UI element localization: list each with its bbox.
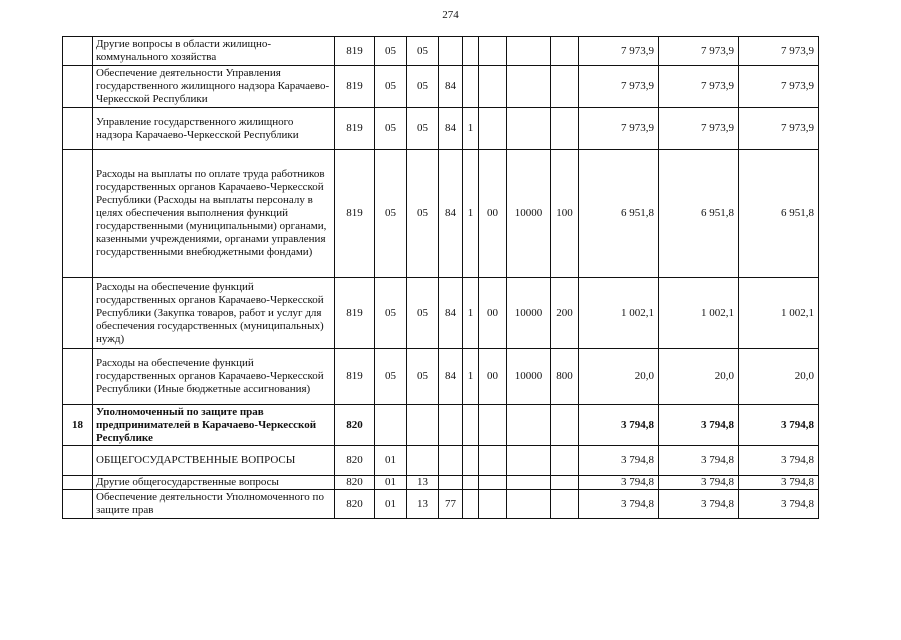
direction-code: [507, 66, 551, 108]
row-number: [63, 476, 93, 490]
event-code: [479, 476, 507, 490]
subsection-code: 05: [407, 66, 439, 108]
subprogram-code: [463, 476, 479, 490]
ministry-code: 819: [335, 150, 375, 278]
amount-year-1: 3 794,8: [579, 405, 659, 446]
subsection-code: 05: [407, 37, 439, 66]
row-number: [63, 37, 93, 66]
budget-item-name: Обеспечение деятельности Управления государственного жилищного надзора Карачаево-Черкесской Республики: [93, 66, 335, 108]
table-row: [63, 405, 819, 446]
ministry-code: 820: [335, 476, 375, 490]
event-code: 00: [479, 278, 507, 349]
table-row: [63, 37, 819, 66]
budget-item-name: ОБЩЕГОСУДАРСТВЕННЫЕ ВОПРОСЫ: [93, 446, 335, 476]
budget-item-name: Другие вопросы в области жилищно-коммунального хозяйства: [93, 37, 335, 66]
budget-table: [62, 36, 819, 519]
direction-code: [507, 405, 551, 446]
subsection-code: [407, 405, 439, 446]
program-code: 84: [439, 108, 463, 150]
budget-item-name: Управление государственного жилищного надзора Карачаево-Черкесской Республики: [93, 108, 335, 150]
event-code: [479, 37, 507, 66]
row-number: [63, 66, 93, 108]
amount-year-1: 7 973,9: [579, 66, 659, 108]
section-code: 05: [375, 278, 407, 349]
event-code: 00: [479, 349, 507, 405]
row-number: 18: [63, 405, 93, 446]
expense-type-code: [551, 66, 579, 108]
program-code: 77: [439, 490, 463, 519]
subprogram-code: 1: [463, 278, 479, 349]
program-code: [439, 405, 463, 446]
subsection-code: 05: [407, 349, 439, 405]
expense-type-code: 200: [551, 278, 579, 349]
direction-code: [507, 476, 551, 490]
amount-year-3: 7 973,9: [739, 37, 819, 66]
direction-code: [507, 490, 551, 519]
amount-year-3: 6 951,8: [739, 150, 819, 278]
subprogram-code: [463, 66, 479, 108]
ministry-code: 819: [335, 349, 375, 405]
expense-type-code: 100: [551, 150, 579, 278]
section-code: 01: [375, 446, 407, 476]
row-number: [63, 108, 93, 150]
amount-year-2: 7 973,9: [659, 37, 739, 66]
ministry-code: 819: [335, 278, 375, 349]
subprogram-code: 1: [463, 150, 479, 278]
expense-type-code: [551, 476, 579, 490]
section-code: 05: [375, 66, 407, 108]
table-row: [63, 108, 819, 150]
ministry-code: 819: [335, 108, 375, 150]
ministry-code: 819: [335, 37, 375, 66]
budget-item-name: Обеспечение деятельности Уполномоченного по защите прав: [93, 490, 335, 519]
direction-code: [507, 108, 551, 150]
subprogram-code: 1: [463, 108, 479, 150]
amount-year-1: 3 794,8: [579, 490, 659, 519]
amount-year-1: 7 973,9: [579, 108, 659, 150]
amount-year-3: 3 794,8: [739, 446, 819, 476]
event-code: [479, 405, 507, 446]
direction-code: 10000: [507, 278, 551, 349]
program-code: 84: [439, 66, 463, 108]
page-number: 274: [442, 9, 459, 21]
subprogram-code: [463, 446, 479, 476]
expense-type-code: [551, 490, 579, 519]
subsection-code: 13: [407, 490, 439, 519]
subsection-code: 05: [407, 108, 439, 150]
row-number: [63, 349, 93, 405]
budget-item-name: Другие общегосударственные вопросы: [93, 476, 335, 490]
program-code: 84: [439, 278, 463, 349]
event-code: [479, 490, 507, 519]
amount-year-2: 3 794,8: [659, 405, 739, 446]
program-code: 84: [439, 150, 463, 278]
amount-year-1: 20,0: [579, 349, 659, 405]
table-row: [63, 446, 819, 476]
row-number: [63, 446, 93, 476]
budget-item-name: Расходы на выплаты по оплате труда работников государственных органов Карачаево-Черкесской Республики (Расходы на выплаты персоналу в целях обеспечения выполнения функций государственными (муниципальными) органами, казенными учреждениями, органами управления государственными внебюджетными фондами): [93, 150, 335, 278]
event-code: [479, 66, 507, 108]
amount-year-1: 3 794,8: [579, 476, 659, 490]
budget-item-name: Расходы на обеспечение функций государственных органов Карачаево-Черкесской Республики (Иные бюджетные ассигнования): [93, 349, 335, 405]
section-code: 05: [375, 150, 407, 278]
expense-type-code: [551, 108, 579, 150]
amount-year-3: 1 002,1: [739, 278, 819, 349]
direction-code: 10000: [507, 150, 551, 278]
amount-year-3: 3 794,8: [739, 476, 819, 490]
event-code: [479, 446, 507, 476]
row-number: [63, 150, 93, 278]
table-row: [63, 490, 819, 519]
amount-year-3: 7 973,9: [739, 108, 819, 150]
program-code: [439, 476, 463, 490]
section-code: 05: [375, 108, 407, 150]
amount-year-1: 1 002,1: [579, 278, 659, 349]
program-code: [439, 37, 463, 66]
section-code: 05: [375, 37, 407, 66]
section-code: 01: [375, 490, 407, 519]
section-code: 01: [375, 476, 407, 490]
expense-type-code: [551, 446, 579, 476]
amount-year-3: 20,0: [739, 349, 819, 405]
amount-year-3: 3 794,8: [739, 490, 819, 519]
amount-year-3: 3 794,8: [739, 405, 819, 446]
expense-type-code: [551, 37, 579, 66]
amount-year-2: 3 794,8: [659, 446, 739, 476]
subsection-code: [407, 446, 439, 476]
table-row: [63, 150, 819, 278]
amount-year-1: 7 973,9: [579, 37, 659, 66]
ministry-code: 820: [335, 446, 375, 476]
budget-item-name: Уполномоченный по защите прав предпринимателей в Карачаево-Черкесской Республике: [93, 405, 335, 446]
event-code: [479, 108, 507, 150]
amount-year-2: 3 794,8: [659, 490, 739, 519]
program-code: [439, 446, 463, 476]
ministry-code: 820: [335, 405, 375, 446]
amount-year-2: 20,0: [659, 349, 739, 405]
section-code: 05: [375, 349, 407, 405]
expense-type-code: 800: [551, 349, 579, 405]
subprogram-code: [463, 37, 479, 66]
row-number: [63, 490, 93, 519]
budget-item-name: Расходы на обеспечение функций государственных органов Карачаево-Черкесской Республики (Закупка товаров, работ и услуг для обеспечения государственных (муниципальных) нужд): [93, 278, 335, 349]
subprogram-code: [463, 405, 479, 446]
subprogram-code: [463, 490, 479, 519]
amount-year-3: 7 973,9: [739, 66, 819, 108]
subsection-code: 13: [407, 476, 439, 490]
subprogram-code: 1: [463, 349, 479, 405]
ministry-code: 820: [335, 490, 375, 519]
direction-code: [507, 37, 551, 66]
event-code: 00: [479, 150, 507, 278]
table-row: [63, 278, 819, 349]
amount-year-2: 1 002,1: [659, 278, 739, 349]
table-row: [63, 349, 819, 405]
direction-code: 10000: [507, 349, 551, 405]
table-row: [63, 66, 819, 108]
direction-code: [507, 446, 551, 476]
program-code: 84: [439, 349, 463, 405]
amount-year-1: 3 794,8: [579, 446, 659, 476]
subsection-code: 05: [407, 150, 439, 278]
amount-year-2: 3 794,8: [659, 476, 739, 490]
amount-year-2: 6 951,8: [659, 150, 739, 278]
subsection-code: 05: [407, 278, 439, 349]
amount-year-1: 6 951,8: [579, 150, 659, 278]
ministry-code: 819: [335, 66, 375, 108]
amount-year-2: 7 973,9: [659, 66, 739, 108]
expense-type-code: [551, 405, 579, 446]
row-number: [63, 278, 93, 349]
amount-year-2: 7 973,9: [659, 108, 739, 150]
table-row: [63, 476, 819, 490]
section-code: [375, 405, 407, 446]
